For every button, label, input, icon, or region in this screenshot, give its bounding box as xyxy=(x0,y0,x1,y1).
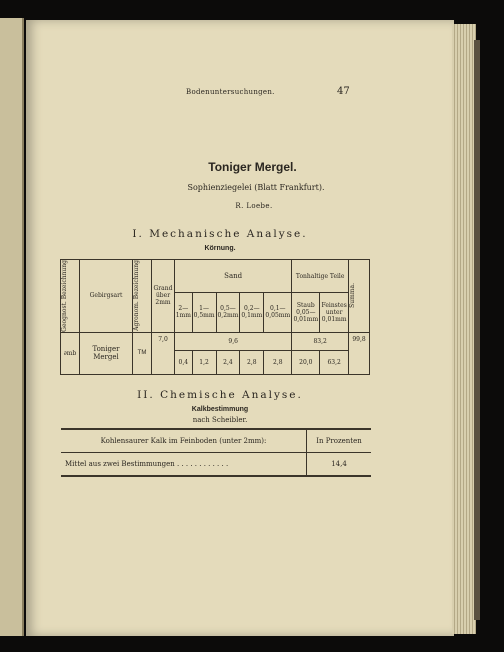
cell-sand-value: 2,8 xyxy=(264,350,292,374)
location: Sophienziegelei (Blatt Frankfurt). xyxy=(187,183,325,192)
section-subheading-kalk: Kalkbestimmung xyxy=(191,406,249,413)
cell-gebirgsart: Toniger Mergel xyxy=(80,332,133,374)
header-gebirgsart: Gebirgsart xyxy=(80,260,133,333)
cell-feinstes: 63,2 xyxy=(320,350,349,374)
cell-sand-value: 2,8 xyxy=(240,350,264,374)
cell-sand-value: 1,2 xyxy=(192,350,216,374)
section-heading-chemical: II. Chemische Analyse. xyxy=(137,389,303,401)
chem-row-label: Mittel aus zwei Bestimmungen . . . . . . . . . . . . xyxy=(61,453,307,477)
page-number: 47 xyxy=(337,86,350,97)
header-sand-col: 2— 1mm xyxy=(175,293,193,333)
cell-geognost: ∂mb xyxy=(61,332,80,374)
cell-staub: 20,0 xyxy=(292,350,320,374)
chem-row-value: 14,4 xyxy=(331,460,347,468)
cell-summa: 99,8 xyxy=(349,332,370,374)
book-cover-edge xyxy=(474,40,480,620)
cell-tonhaltige-total: 83,2 xyxy=(292,332,349,350)
chem-header-unit: In Prozenten xyxy=(316,437,362,445)
page-title: Toniger Mergel. xyxy=(208,160,297,174)
method-note: nach Scheibler. xyxy=(192,416,248,424)
header-sand-col: 0,1— 0,05mm xyxy=(264,293,292,333)
header-tonhaltige: Tonhaltige Teile xyxy=(292,260,349,293)
mechanical-analysis-table xyxy=(60,259,370,375)
header-feinstes: Feinstes unter 0,01mm xyxy=(320,293,349,333)
chem-header-label: Kohlensaurer Kalk im Feinboden (unter 2mm): xyxy=(61,429,307,453)
cell-agronom: TM xyxy=(133,332,152,374)
cell-sand-total: 9,6 xyxy=(175,332,292,350)
page-stack-edge xyxy=(452,24,476,634)
header-summa: Summa. xyxy=(349,260,370,333)
author: R. Loebe. xyxy=(235,202,273,210)
chemical-analysis-table xyxy=(61,428,371,477)
cell-sand-value: 2,4 xyxy=(216,350,240,374)
header-grand: Grand über 2mm xyxy=(152,260,175,333)
running-head: Bodenuntersuchungen. xyxy=(186,88,275,96)
header-sand-col: 0,2— 0,1mm xyxy=(240,293,264,333)
header-sand-col: 1— 0,5mm xyxy=(192,293,216,333)
section-subheading-koernung: Körnung. xyxy=(204,245,236,252)
section-heading-mechanical: I. Mechanische Analyse. xyxy=(132,228,308,240)
header-sand: Sand xyxy=(175,260,292,293)
header-sand-col: 0,5— 0,2mm xyxy=(216,293,240,333)
left-page-edge xyxy=(0,18,24,636)
cell-grand: 7,0 xyxy=(152,332,175,374)
cell-sand-value: 0,4 xyxy=(175,350,193,374)
header-geognost: Geognost. Bezeichnung xyxy=(61,260,80,333)
header-staub: Staub 0,05— 0,01mm xyxy=(292,293,320,333)
header-agronom: Agronom. Bezeichnung xyxy=(133,260,152,333)
